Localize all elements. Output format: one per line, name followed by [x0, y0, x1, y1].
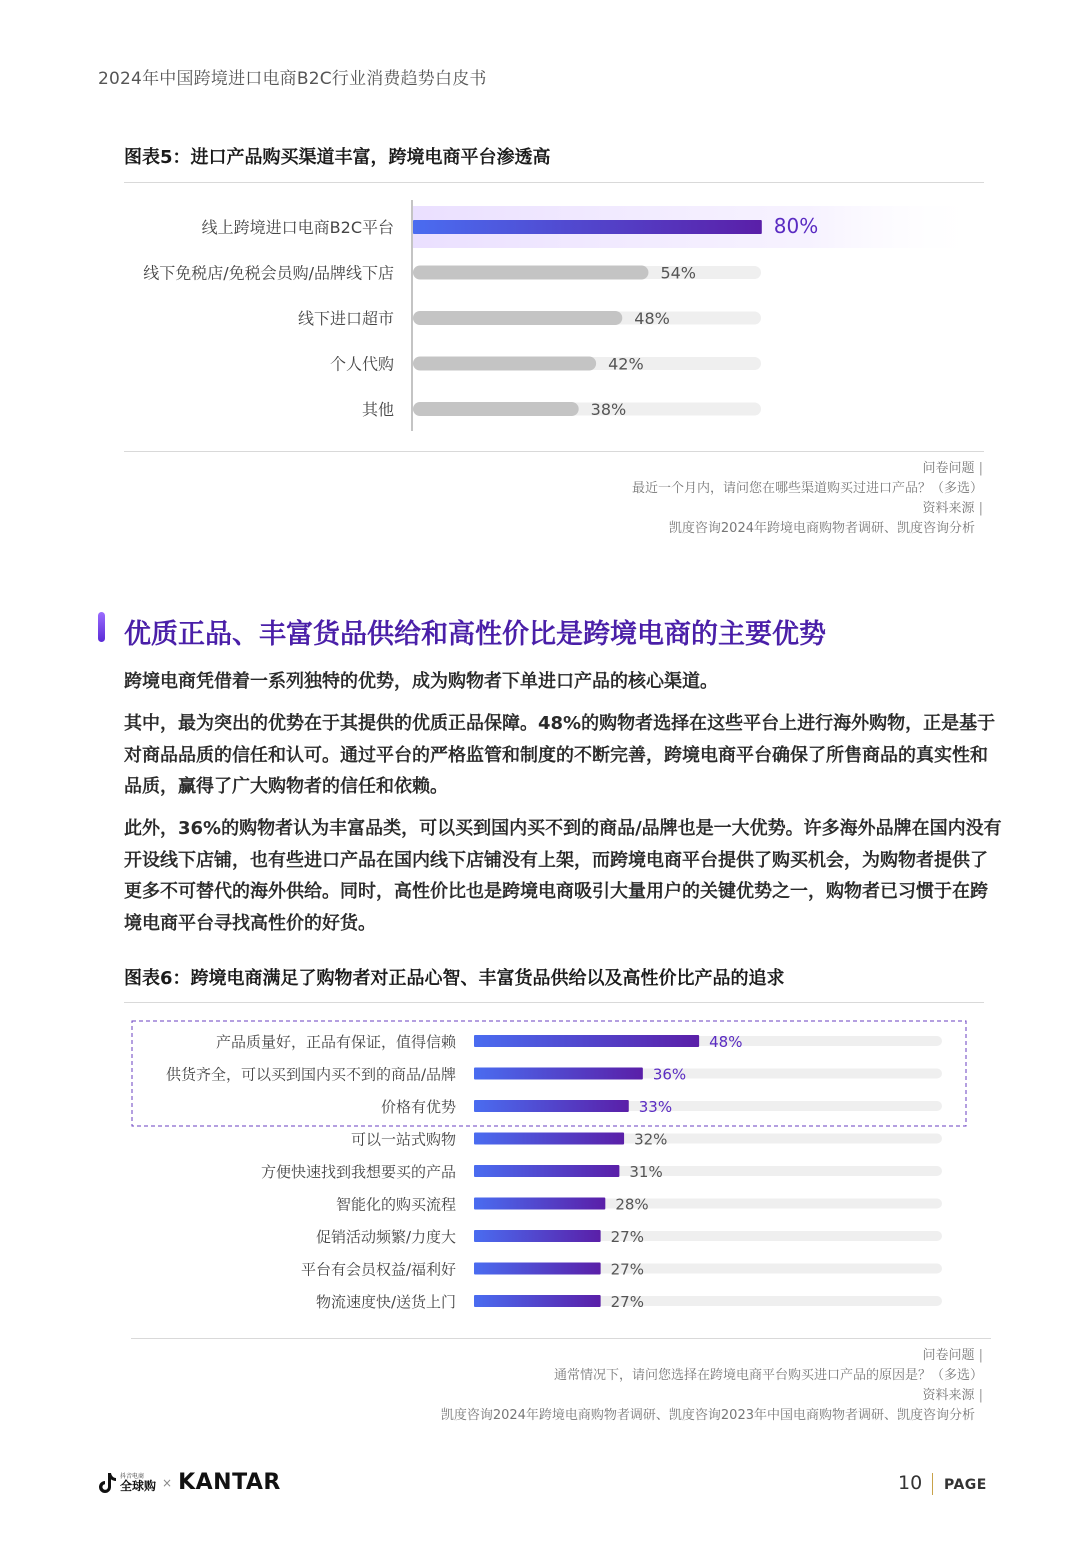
figure6-value-label: 31%: [629, 1163, 663, 1181]
figure6-category-label: 可以一站式购物: [350, 1130, 456, 1149]
figure6-bar: [474, 1035, 699, 1047]
figure6-bar: [474, 1295, 601, 1307]
figure6-value-label: 36%: [652, 1065, 687, 1084]
figure6-bar: [474, 1165, 619, 1177]
figure5-category-label: 个人代购: [329, 354, 394, 374]
figure6-value-label: 48%: [709, 1033, 743, 1051]
figure6-bottom-rule: [131, 1338, 991, 1339]
paragraph-3: 此外，36%的购物者认为丰富品类，可以买到国内买不到的商品/品牌也是一大优势。许多海外品牌在国内没有开设线下店铺，也有些进口产品在国内线下店铺没有上架，而跨境电商平台提供了购买机会，为购物者提供了更多不可替代的海外供给。同时，高性价比也是跨境电商吸引大量用户的关键优势之一，购物者已习惯于在跨境电商平台寻找高性价的好货。: [124, 818, 1002, 934]
figure6-top-rule: [124, 1002, 984, 1003]
figure6-value-label: 33%: [638, 1098, 673, 1116]
figure6-category-label: 产品质量好，正品有保证，值得信赖: [215, 1033, 456, 1051]
figure6-category-label: 物流速度快/送货上门: [315, 1293, 456, 1311]
section-accent-bar: [98, 612, 105, 642]
figure5-category-label: 线下免税店/免税会员购/品牌线下店: [143, 263, 394, 283]
figure6-bar: [474, 1068, 643, 1080]
figure6-category-label: 方便快速找到我想要买的产品: [260, 1163, 456, 1181]
douyin-icon: [97, 1472, 117, 1494]
footer-logo: [97, 1470, 281, 1495]
figure5-value-label: 48%: [634, 309, 670, 328]
brand-small-text: 抖音电商: [120, 1472, 145, 1480]
figure5-bar: [413, 311, 622, 325]
times-mark: ×: [162, 1475, 173, 1490]
figure5-bar: [413, 220, 762, 234]
figure5-value-label: 80%: [773, 214, 819, 238]
figure6-value-label: 27%: [610, 1260, 644, 1279]
paragraph-2: 其中，最为突出的优势在于其提供的优质正品保障。48%的购物者选择在这些平台上进行海外购物，正是基于对商品品质的信任和认可。通过平台的严格监管和制度的不断完善，跨境电商平台确保了所售商品的真实性和品质，赢得了广大购物者的信任和依赖。: [124, 713, 996, 797]
section-heading: 优质正品、丰富货品供给和高性价比是跨境电商的主要优势: [124, 619, 826, 650]
figure6-notes: [441, 1346, 983, 1426]
figure6-question-label: 问卷问题 |: [441, 1346, 983, 1366]
figure6-value-label: 27%: [610, 1228, 644, 1246]
figure5-value-label: 54%: [660, 263, 697, 283]
figure5-title: 图表5：进口产品购买渠道丰富，跨境电商平台渗透高: [124, 147, 551, 168]
figure5-bar: [413, 266, 648, 280]
figure6-bar: [474, 1100, 629, 1112]
figure6-value-label: 32%: [634, 1130, 668, 1149]
figure5-top-rule: [124, 182, 984, 183]
figure6-bar: [474, 1263, 601, 1275]
figure6-bar: [474, 1133, 624, 1145]
figure6-category-label: 价格有优势: [380, 1098, 456, 1116]
figure5-category-label: 其他: [361, 400, 394, 419]
figure6-category-label: 供货齐全，可以买到国内买不到的商品/品牌: [165, 1065, 456, 1084]
figure6-chart: [124, 1012, 984, 1322]
page-separator: [932, 1473, 933, 1495]
figure6-source: 凯度咨询2024年跨境电商购物者调研、凯度咨询2023年中国电商购物者调研、凯度咨询分析: [440, 1408, 975, 1423]
figure6-category-label: 平台有会员权益/福利好: [300, 1260, 456, 1279]
figure5-value-label: 42%: [608, 354, 644, 374]
figure6-value-label: 28%: [615, 1195, 649, 1214]
figure5-notes: [632, 459, 983, 539]
figure5-bottom-rule: [124, 451, 984, 452]
document-title: 2024年中国跨境进口电商B2C行业消费趋势白皮书: [98, 69, 487, 89]
figure6-source-label: 资料来源 |: [441, 1386, 983, 1406]
figure5-category-label: 线上跨境进口电商B2C平台: [201, 218, 394, 237]
paragraph-1: 跨境电商凭借着一系列独特的优势，成为购物者下单进口产品的核心渠道。: [124, 671, 718, 692]
page-label: PAGE: [944, 1477, 987, 1493]
brand-text: 全球购: [120, 1478, 157, 1493]
figure5-chart: [124, 190, 984, 440]
figure5-source-label: 资料来源 |: [632, 499, 983, 519]
figure5-category-label: 线下进口超市: [297, 309, 394, 328]
figure6-bar: [474, 1230, 601, 1242]
figure5-value-label: 38%: [590, 400, 627, 419]
figure6-value-label: 27%: [610, 1293, 644, 1311]
kantar-logo: KANTAR: [178, 1470, 281, 1495]
page-number: 10: [898, 1472, 923, 1494]
figure5-question-label: 问卷问题 |: [632, 459, 983, 479]
figure6-question: 通常情况下，请问您选择在跨境电商平台购买进口产品的原因是？（多选）: [553, 1368, 983, 1383]
figure6-category-label: 促销活动频繁/力度大: [315, 1228, 456, 1246]
figure6-title: 图表6：跨境电商满足了购物者对正品心智、丰富货品供给以及高性价比产品的追求: [124, 968, 785, 989]
figure6-category-label: 智能化的购买流程: [335, 1195, 456, 1214]
figure5-question: 最近一个月内，请问您在哪些渠道购买过进口产品？（多选）: [631, 481, 983, 496]
figure5-bar: [413, 402, 579, 416]
figure6-bar: [474, 1198, 605, 1210]
figure5-bar: [413, 357, 596, 371]
figure5-source: 凯度咨询2024年跨境电商购物者调研、凯度咨询分析: [668, 521, 975, 536]
